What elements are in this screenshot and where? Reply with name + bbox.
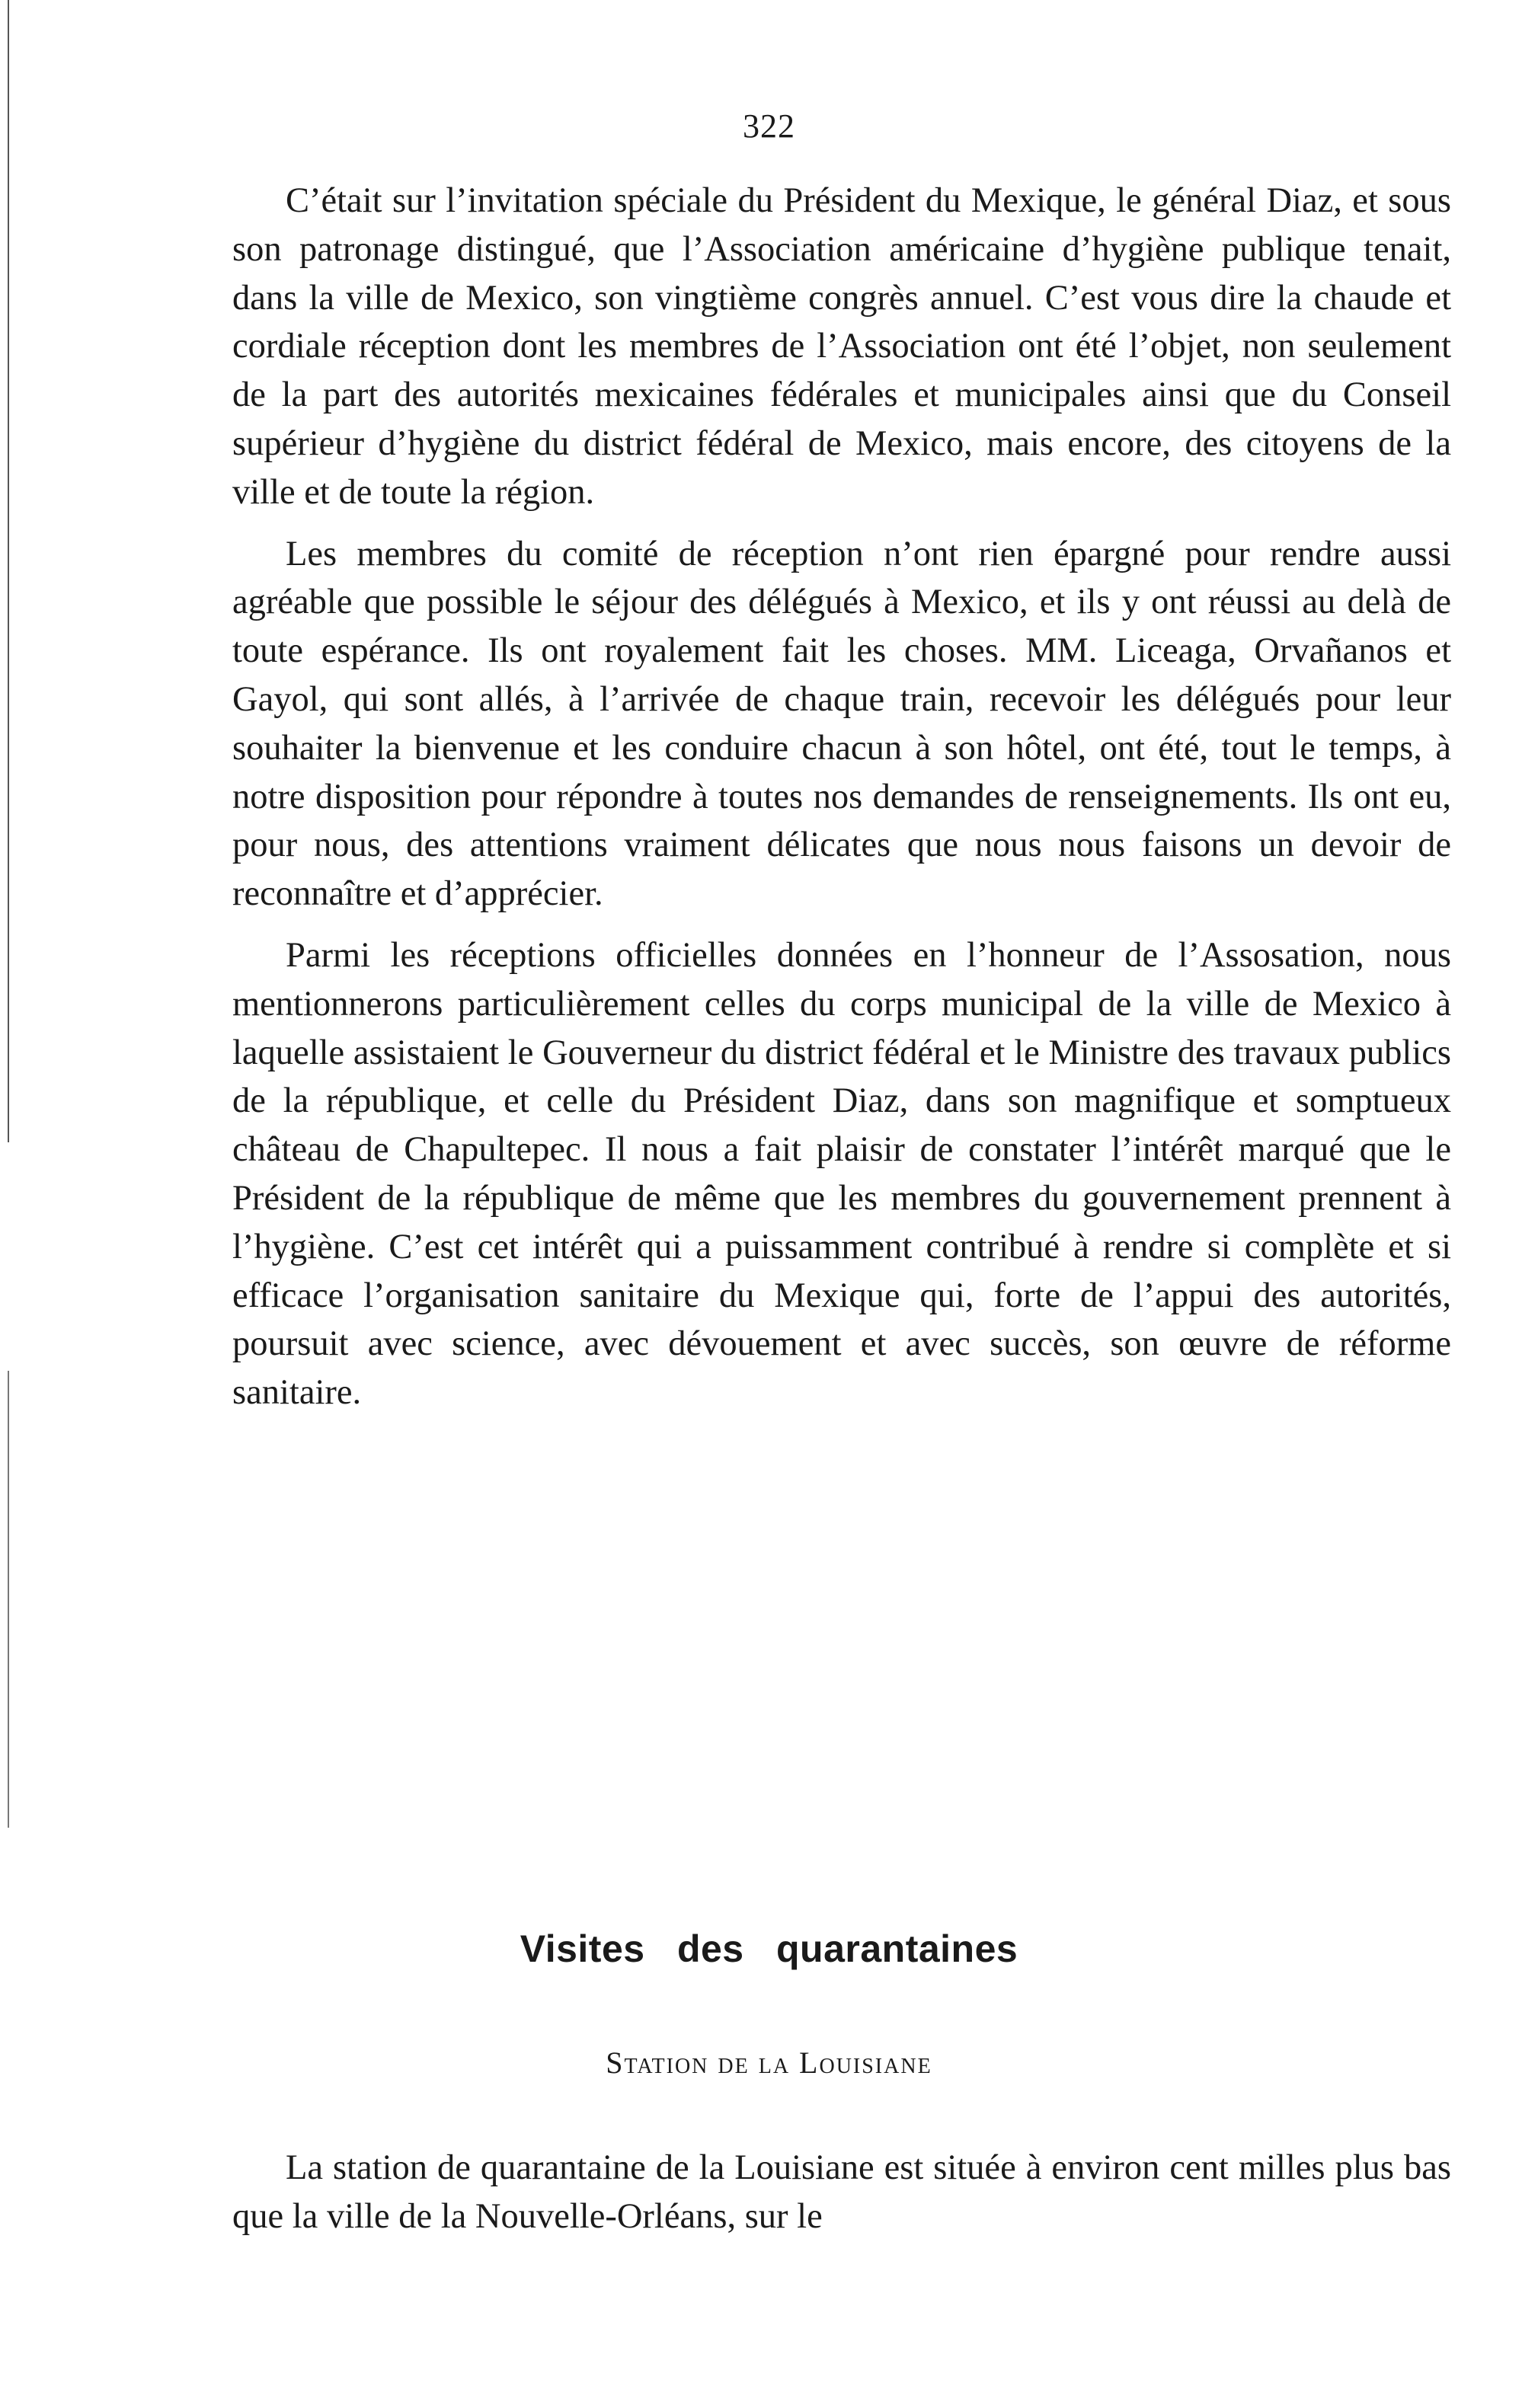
body-text xyxy=(232,177,1451,1417)
section-body-text xyxy=(232,2144,1451,2241)
page-number: 322 xyxy=(743,107,795,145)
paragraph-official-receptions: Parmi les réceptions officielles données en l’honneur de l’Assosation, nous mentionnerons particulièrement celles du corps municipal de la ville de Mexico à laquelle assistaient le Gouverneur du district fédéral et le Ministre des travaux publics de la république, et celle du Président Diaz, dans son magnifique et somptueux château de Chapultepec. Il nous a fait plaisir de constater l’intérêt marqué que le Président de la république de même que les membres du gouvernement prennent à l’hygiène. C’est cet intérêt qui a puissamment contribué à rendre si complète et si efficace l’organisation sanitaire du Mexique qui, forte de l’appui des autorités, poursuit avec science, avec dévouement et avec succès, son œuvre de réforme sanitaire. xyxy=(232,935,1451,1413)
section-heading: Visites des quarantaines xyxy=(520,1927,1018,1970)
paragraph-louisiana-station: La station de quarantaine de la Louisiane est située à environ cent milles plus bas que la ville de la Nouvelle-Orléans, sur le xyxy=(232,2148,1451,2236)
scan-edge-line xyxy=(8,0,9,1142)
paragraph-reception-committee: Les membres du comité de réception n’ont rien épargné pour rendre aussi agréable que possible le séjour des délégués à Mexico, et ils y ont réussi au delà de toute espérance. Ils ont royalement fait les choses. MM. Liceaga, Orvañanos et Gayol, qui sont allés, à l’arrivée de chaque train, recevoir les délégués pour leur souhaiter la bienvenue et les conduire chacun à son hôtel, ont été, tout le temps, à notre disposition pour répondre à toutes nos demandes de renseignements. Ils ont eu, pour nous, des attentions vraiment délicates que nous nous faisons un devoir de reconnaître et d’apprécier. xyxy=(232,534,1451,914)
paragraph-invitation: C’était sur l’invitation spéciale du Président du Mexique, le général Diaz, et sous son patronage distingué, que l’Association américaine d’hygiène publique tenait, dans la ville de Mexico, son vingtième congrès annuel. C’est vous dire la chaude et cordiale réception dont les membres de l’Association ont été l’objet, non seulement de la part des autorités mexicaines fédérales et municipales ainsi que du Conseil supérieur d’hygiène du district fédéral de Mexico, mais encore, des citoyens de la ville et de toute la région. xyxy=(232,181,1451,512)
scan-edge-line-lower xyxy=(8,1371,9,1828)
section-subheading: Station de la Louisiane xyxy=(606,2046,932,2080)
